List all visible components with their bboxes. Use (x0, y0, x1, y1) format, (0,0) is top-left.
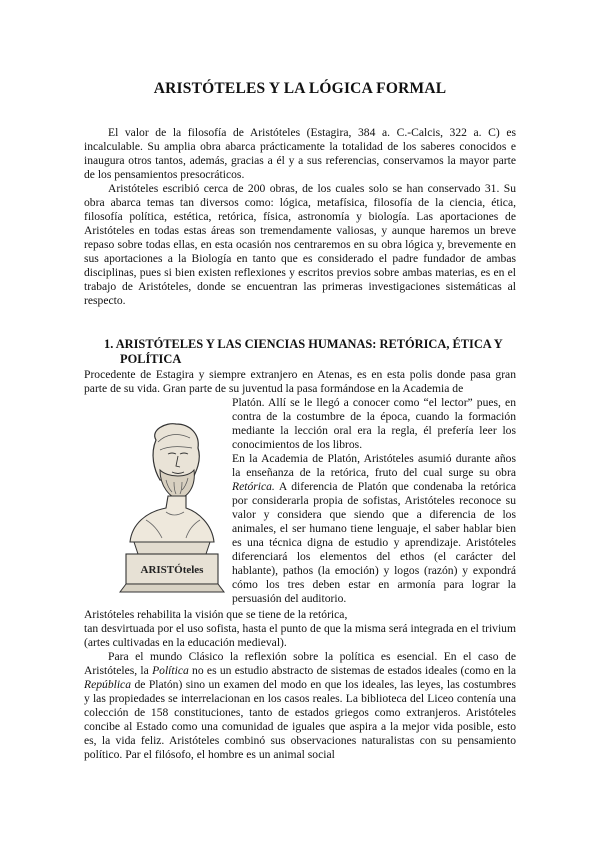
side-paragraph-2-text-a: En la Academia de Platón, Aristóteles asumió durante años la enseñanza de la retórica, fruto del cual surge su obra (232, 452, 516, 479)
politics-paragraph (84, 650, 516, 762)
side-paragraph-2-text-b: A diferencia de Platón que condenaba la retórica por considerarla propia de sofistas, Aristóteles reconoce su valor y considera que siendo que a diferencia de los animales, el ser humano tiene lenguaje, el saber hablar bien es una técnica digna de estudio y aprendizaje. Aristóteles diferenciará los elementos del ethos (el carácter del hablante), pathos (la emoción) y logos (razón) y expondrá cómo los tres deben estar en armonía para lograr la persuasión del auditorio. (232, 480, 516, 605)
after-figure-line-2: tan desvirtuada por el uso sofista, hasta el punto de que la misma será integrada en el trivium (artes cultivadas en la educación medieval). (84, 622, 516, 649)
aristotle-bust-illustration (116, 420, 228, 596)
section-title-line-1: ARISTÓTELES Y LAS CIENCIAS HUMANAS: RETÓRICA, ÉTICA Y (115, 337, 503, 351)
intro-block (84, 126, 516, 308)
section-number: 1. (104, 337, 114, 351)
intro-paragraph-2: Aristóteles escribió cerca de 200 obras, de los cuales solo se han conservado 31. Su obra abarca temas tan diversos como: lógica, metafísica, filosofía de la ciencia, ética, filosofía política, estética, retórica, física, astronomía y biología. Las aportaciones de Aristóteles en todas estas áreas son tremendamente valiosas, y aunque haremos un breve repaso sobre todas ellas, en esta ocasión nos centraremos en su obra lógica y, brevemente en sus aportaciones a la Biología en tanto que es considerado el padre fundador de ambas disciplinas, pues si bien existen reflexiones y escritos previos sobre ambas materias, es en el trabajo de Aristóteles, donde se encuentran las primeras investigaciones sistemáticas al respecto. (84, 182, 516, 307)
politics-text-b: no es un estudio abstracto de sistemas de estados ideales (como en la (188, 664, 516, 677)
side-paragraph-1: Platón. Allí se le llegó a conocer como “el lector” pues, en contra de la costumbre de la época, cuando la formación mediante la lección oral era la regla, él prefería leer los conocimientos de los libros. (232, 396, 516, 451)
document-title: ARISTÓTELES Y LA LÓGICA FORMAL (153, 80, 447, 97)
politica-italic: Política (152, 664, 189, 677)
bust-caption: ARISTÓteles (140, 564, 204, 576)
bust-chest (130, 496, 214, 542)
section-intro-text: Procedente de Estagira y siempre extranjero en Atenas, es en esta polis donde pasa gran parte de su vida. Gran parte de su juventud la pasa formándose en la Academia de (84, 368, 516, 395)
bust-pedestal-top (134, 542, 210, 554)
intro-paragraph-1: El valor de la filosofía de Aristóteles (Estagira, 384 a. C.-Calcis, 322 a. C) es incalculable. Su amplia obra abarca prácticamente la totalidad de los saberes conocidos e inaugura otros tantos, además, gracias a él y a sus referencias, conservamos la mayor parte de los pensamientos presocráticos. (84, 126, 516, 181)
section-intro-paragraph (84, 368, 516, 396)
side-text-column (232, 396, 516, 606)
section-title-line-2: POLÍTICA (120, 352, 182, 366)
after-figure-block (84, 608, 516, 762)
politics-text-a: Para el mundo Clásico la reflexión sobre la política es esencial. En el caso de Aristóteles, la (84, 650, 516, 677)
section-heading (104, 337, 514, 367)
retorica-italic: Retórica. (232, 480, 275, 493)
side-paragraph-2 (232, 452, 516, 606)
republica-italic: República (84, 678, 132, 691)
after-figure-line-1: Aristóteles rehabilita la visión que se tiene de la retórica, (84, 608, 348, 621)
politics-text-c: de Platón) sino un examen del modo en que los ideales, las leyes, las costumbres y las propiedades se interrelacionan en los casos reales. La biblioteca del Liceo contenía una colección de 158 constituciones, tanto de estados griegos como extranjeros. Aristóteles concibe al Estado como una comunidad de iguales que aspira a la mejor vida posible, esto es, la vida feliz. Aristóteles combinó sus observaciones naturalistas con su pensamiento político. Par el filósofo, el hombre es un animal social (84, 678, 516, 761)
